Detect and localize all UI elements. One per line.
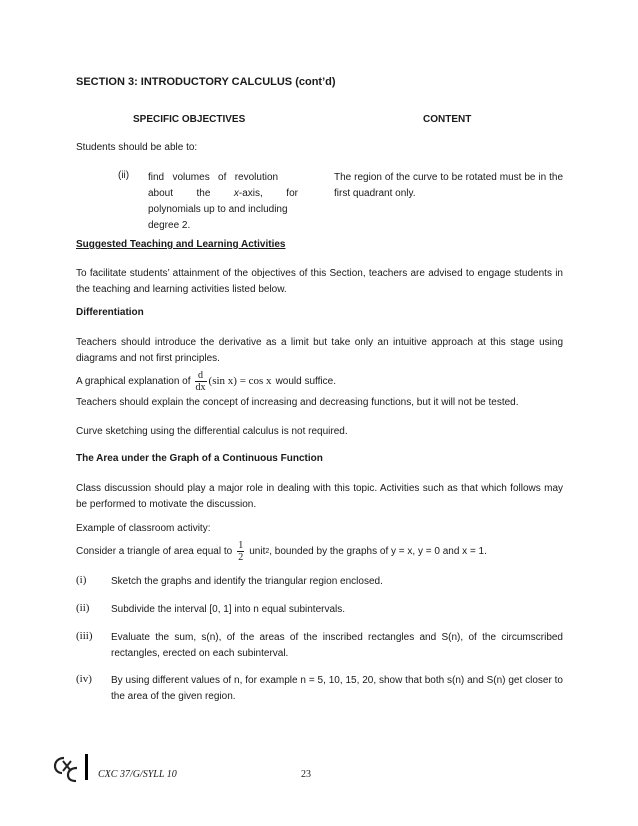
differentiation-text-2: Teachers should explain the concept of increasing and decreasing functions, but it will not be tested. (76, 397, 519, 408)
item-text: Subdivide the interval [0, 1] into n equal subintervals. (111, 604, 346, 615)
derivative-fraction (195, 370, 207, 393)
suggested-heading: Suggested Teaching and Learning Activities (76, 239, 286, 250)
item-text: Evaluate the sum, s(n), of the areas of the inscribed rectangles and S(n), of the circumscribed rectangles, erected on each subinterval. (111, 632, 563, 659)
item-label: (iii) (76, 630, 93, 642)
item-text: Sketch the graphs and identify the triangular region enclosed. (111, 576, 383, 587)
syllabus-code: CXC 37/G/SYLL 10 (98, 769, 177, 780)
half-fraction (237, 540, 244, 563)
consider-suffix: , bounded by the graphs of y = x, y = 0 and x = 1. (269, 545, 487, 557)
objective-line (148, 186, 298, 202)
objective-line: find volumes of revolution (148, 172, 279, 183)
logo-c2-stroke (68, 768, 77, 781)
section-title: SECTION 3: INTRODUCTORY CALCULUS (cont’d) (76, 76, 336, 88)
objective-text (148, 170, 298, 234)
item-label: (ii) (76, 602, 90, 614)
page-number: 23 (301, 769, 311, 780)
objective-word-rest: -axis, (238, 188, 263, 199)
objective-line: polynomials up to and including (148, 204, 288, 215)
derivative-expression: (sin x) = cos x (208, 375, 272, 387)
objective-word (234, 186, 263, 202)
derivative-denominator: dx (195, 381, 206, 393)
cxc-logo-svg (53, 755, 81, 783)
cxc-logo-icon (53, 755, 81, 783)
differentiation-text-3: Curve sketching using the differential calculus is not required. (76, 426, 348, 437)
footer-divider (85, 754, 88, 780)
graphical-suffix: would suffice. (275, 375, 336, 387)
content-heading: CONTENT (423, 114, 472, 125)
objective-word: the (196, 188, 211, 199)
differentiation-heading: Differentiation (76, 307, 144, 318)
consider-unit: unit (249, 545, 266, 557)
objective-var: x (233, 188, 239, 199)
area-heading: The Area under the Graph of a Continuous Function (76, 453, 323, 464)
item-label: (iv) (76, 673, 92, 685)
consider-prefix: Consider a triangle of area equal to (76, 545, 233, 557)
objective-content: The region of the curve to be rotated must be in the first quadrant only. (334, 172, 563, 199)
half-denominator: 2 (238, 551, 244, 563)
suggested-text: To facilitate students’ attainment of the objectives of this Section, teachers are advised to engage students in the teaching and learning activities listed below. (76, 268, 563, 295)
consider-superscript: 2 (265, 547, 270, 555)
item-label: (i) (76, 574, 87, 586)
specific-objectives-heading: SPECIFIC OBJECTIVES (133, 114, 246, 125)
logo-c-stroke (55, 758, 64, 773)
graphical-prefix: A graphical explanation of (76, 375, 191, 387)
objective-line: degree 2. (148, 220, 191, 231)
differentiation-text-1: Teachers should introduce the derivative as a limit but take only an intuitive approach at this stage using diagrams and not first principles. (76, 337, 563, 364)
intro-text: Students should be able to: (76, 142, 198, 153)
area-text: Class discussion should play a major role in dealing with this topic. Activities such as that which follows may be performed to motivate the discussion. (76, 483, 563, 510)
half-numerator: 1 (238, 539, 244, 551)
example-label: Example of classroom activity: (76, 523, 211, 534)
consider-line (76, 537, 487, 565)
derivative-numerator: d (195, 370, 207, 382)
item-text: By using different values of n, for example n = 5, 10, 15, 20, show that both s(n) and S(n) get closer to the area of the given region. (111, 675, 563, 702)
graphical-explanation-line (76, 367, 336, 395)
objective-word: for (286, 188, 298, 199)
objective-label: (ii) (118, 170, 130, 181)
objective-word: about (148, 188, 174, 199)
